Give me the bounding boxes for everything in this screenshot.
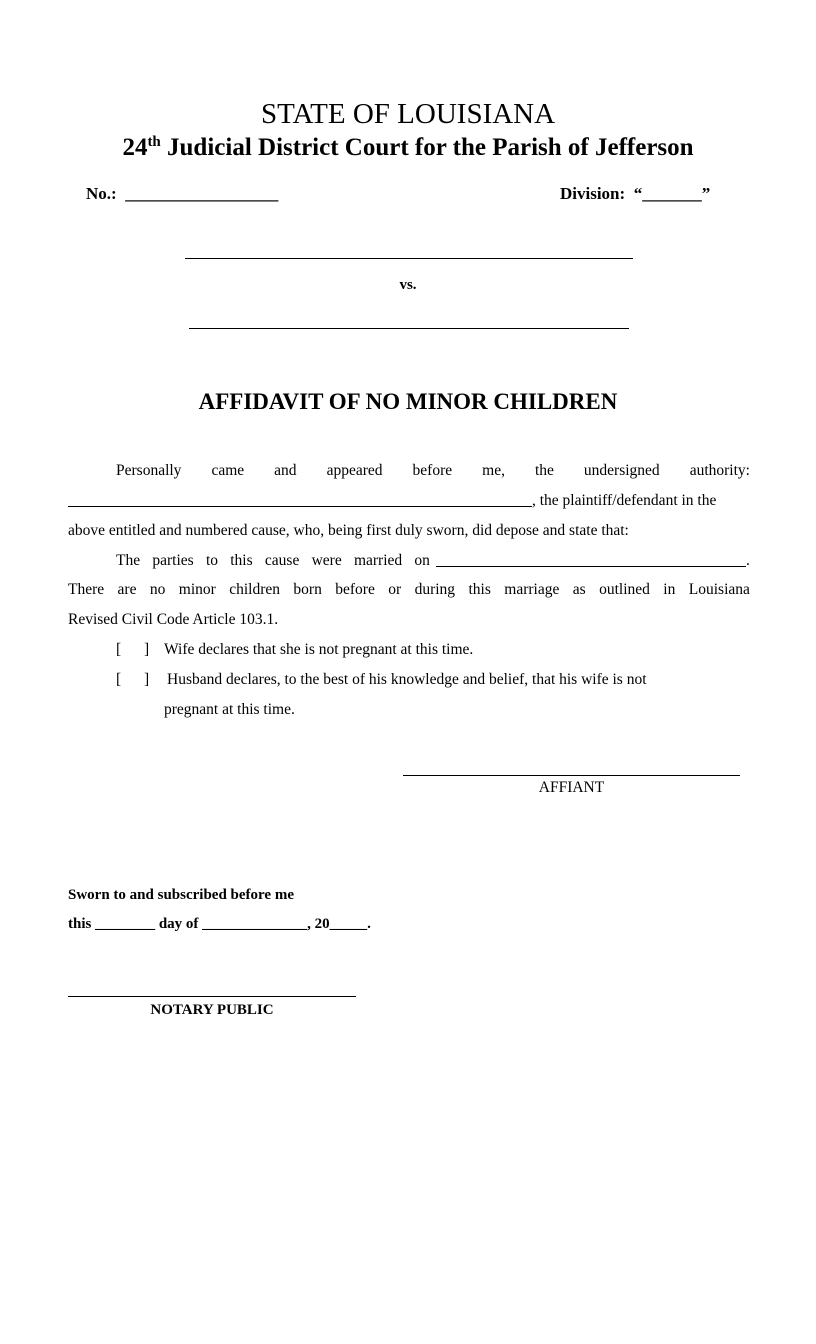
para2-line2-word: outlined [599,581,650,598]
para2-line2-word: this [468,581,491,598]
affiant-label: AFFIANT [538,779,605,796]
para1-line3: above entitled and numbered cause, who, being first duly sworn, did depose and state that: [68,522,629,539]
case-number-field [86,183,278,205]
husband-checkbox-open[interactable]: [ [116,671,122,688]
para1-word: undersigned [583,462,660,479]
state-heading: STATE OF LOUISIANA [260,98,556,130]
para2-line2-word: as [572,581,586,598]
plaintiff-line [185,258,633,259]
document-title: AFFIDAVIT OF NO MINOR CHILDREN [198,389,618,414]
para2-period: . [746,552,750,569]
para1-word: me, [482,462,505,479]
affiant-name-line [68,506,532,507]
para1-line2-suffix: , the plaintiff/defendant in the [532,492,717,509]
para1-line1 [116,461,750,481]
para2-line2 [68,580,750,600]
notary-signature-line [68,996,356,997]
para2-word: The [116,552,141,569]
wife-checkbox-open[interactable]: [ [116,641,122,658]
para2-word: cause [264,552,300,569]
para1-word: came [211,462,245,479]
para2-line2-word: marriage [504,581,560,598]
sworn-date-line: this ________ day of ______________, 20_____. [68,916,371,932]
para2-word: parties [152,552,194,569]
para2-word: married [353,552,403,569]
para2-line2-word: or [388,581,402,598]
case-number-blank: __________________ [125,184,279,203]
wife-checkbox-close[interactable]: ] [144,641,150,658]
court-heading [0,131,816,165]
para1-word: the [534,462,554,479]
para2-line1 [116,551,430,571]
marriage-date-line [436,566,746,567]
para1-word: before [412,462,453,479]
division-field [560,183,710,205]
division-label: Division: [560,184,626,203]
defendant-line [189,328,629,329]
para2-line2-word: are [117,581,137,598]
para2-line2-word: There [68,581,105,598]
para2-word: were [311,552,342,569]
husband-statement-line2: pregnant at this time. [164,701,295,718]
para2-line2-word: during [414,581,456,598]
para2-line2-word: Louisiana [688,581,750,598]
para2-word: on [414,552,430,569]
para2-line2-word: born [293,581,322,598]
para2-word: this [230,552,253,569]
para2-line2-word: minor [178,581,216,598]
para2-line2-word: children [229,581,281,598]
para1-word: and [274,462,297,479]
para2-line3: Revised Civil Code Article 103.1. [68,611,279,628]
para2-word: to [205,552,218,569]
husband-checkbox-close[interactable]: ] [144,671,150,688]
notary-label: NOTARY PUBLIC [150,1002,274,1018]
wife-statement: Wife declares that she is not pregnant at this time. [164,641,474,658]
sworn-statement: Sworn to and subscribed before me [68,887,294,903]
division-blank: “_______” [633,184,711,203]
para2-line2-word: no [149,581,166,598]
court-ordinal-suffix: th [147,134,161,150]
court-ordinal: 24 [122,134,148,161]
versus-label: vs. [399,277,417,293]
case-number-label: No.: [86,184,117,203]
para2-line2-word: in [663,581,676,598]
para1-word: authority: [689,462,750,479]
court-name: Judicial District Court for the Parish of Jefferson [160,134,694,161]
husband-statement-line1: Husband declares, to the best of his knowledge and belief, that his wife is not [167,671,647,688]
para1-word: Personally [116,462,182,479]
affiant-signature-line [403,775,740,776]
para2-line2-word: before [335,581,375,598]
para1-word: appeared [326,462,383,479]
